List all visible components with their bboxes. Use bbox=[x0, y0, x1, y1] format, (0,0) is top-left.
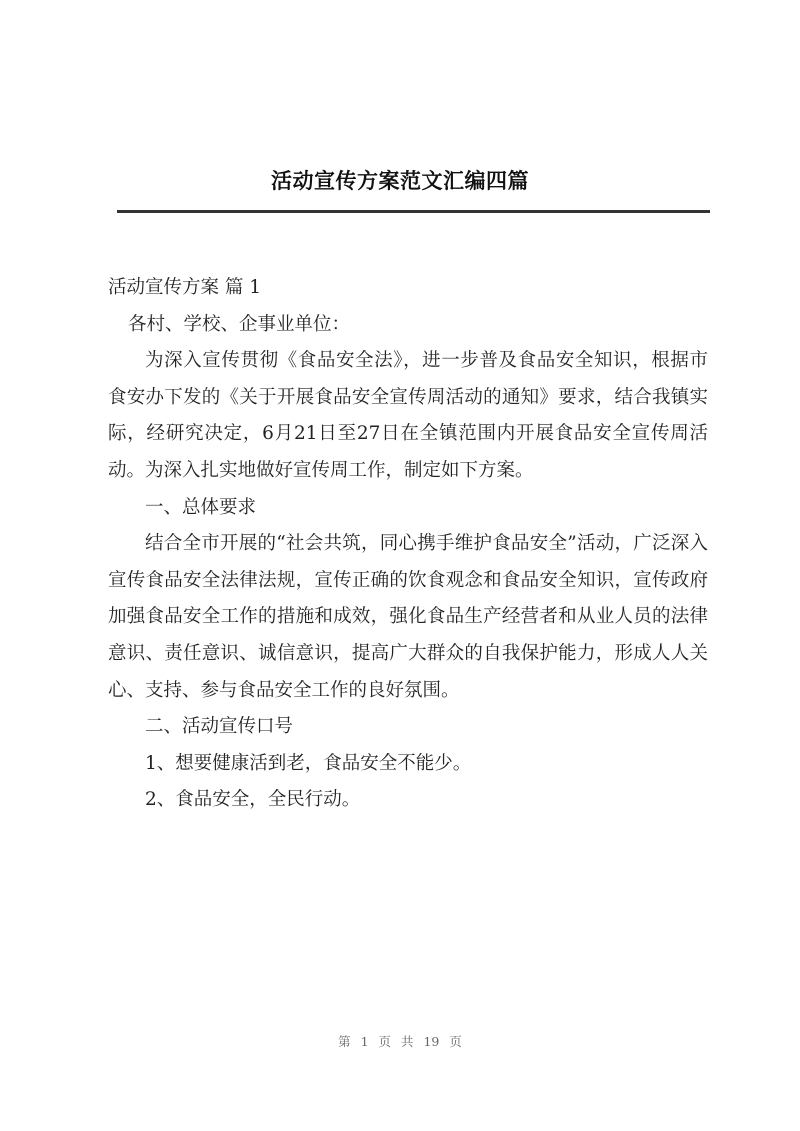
paragraph-general-requirements: 结合全市开展的“社会共筑，同心携手维护食品安全”活动，广泛深入宣传食品安全法律法规，宣传正确的饮食观念和食品安全知识，宣传政府加强食品安全工作的措施和成效，强化食品生产经营者和从业人员的法律意识、责任意识、诚信意识，提高广大群众的自我保护能力，形成人人关心、支持、参与食品安全工作的良好氛围。 bbox=[108, 533, 708, 701]
page-number-footer: 第 1 页 共 19 页 bbox=[338, 1034, 462, 1049]
paragraph-intro: 为深入宣传贯彻《食品安全法》，进一步普及食品安全知识，根据市食安办下发的《关于开展食品安全宣传周活动的通知》要求，结合我镇实际，经研究决定，6月21日至27日在全镇范围内开展食品安全宣传周活动。为深入扎实地做好宣传周工作，制定如下方案。 bbox=[108, 350, 708, 481]
heading-general-requirements: 一、总体要求 bbox=[145, 496, 257, 518]
document-body bbox=[108, 270, 708, 819]
document-title: 活动宣传方案范文汇编四篇 bbox=[271, 168, 529, 193]
salutation: 各村、学校、企事业单位： bbox=[128, 313, 351, 335]
slogan-item: 2、食品安全，全民行动。 bbox=[145, 789, 361, 811]
heading-slogans: 二、活动宣传口号 bbox=[145, 716, 294, 738]
title-divider bbox=[117, 210, 710, 213]
section-heading: 活动宣传方案 篇 1 bbox=[108, 277, 262, 298]
slogan-item: 1、想要健康活到老，食品安全不能少。 bbox=[145, 752, 472, 774]
